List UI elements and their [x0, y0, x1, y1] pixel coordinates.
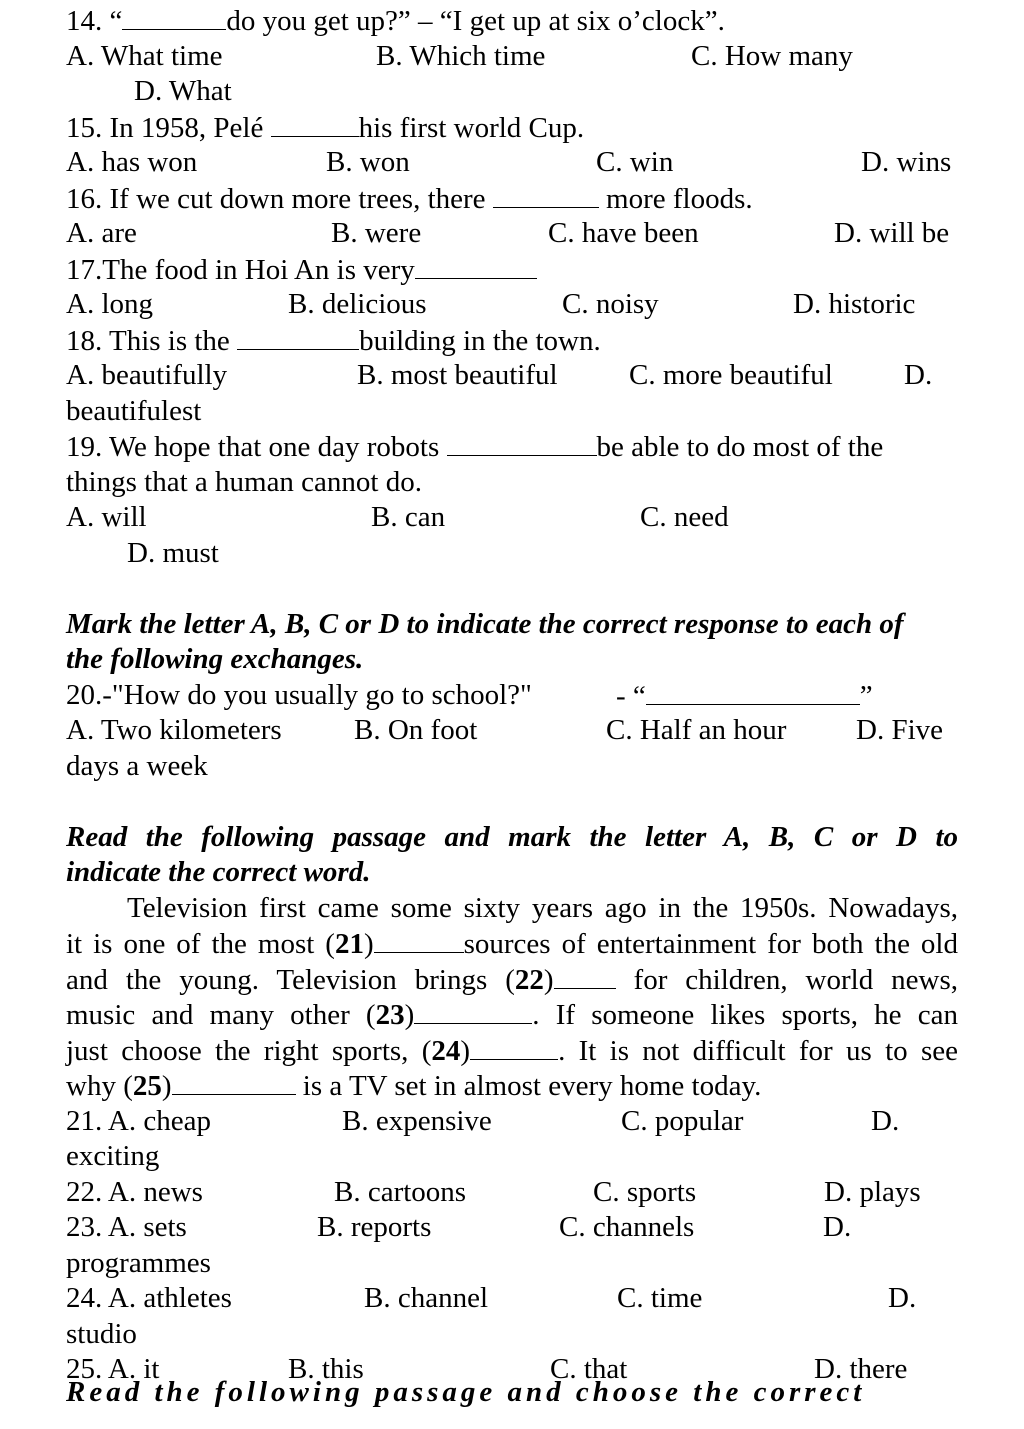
blank-number-22: 22 — [514, 963, 544, 996]
worksheet-page — [66, 3, 958, 1388]
question-24-options — [66, 1281, 958, 1317]
question-18-options-row2 — [66, 394, 958, 430]
passage-blank-21 — [374, 926, 464, 953]
answer-blank — [447, 429, 597, 456]
question-20-stem: 20.-"How do you usually go to school?" - “ ” — [66, 678, 873, 712]
answer-blank — [122, 3, 226, 30]
option-b: B. On foot — [354, 714, 478, 746]
option-a: 21. A. cheap — [66, 1104, 211, 1137]
option-d: D. What — [134, 75, 232, 107]
option-d-text: studio — [66, 1317, 137, 1350]
option-d: D. wins — [861, 146, 952, 178]
section-instruction-passage: Read the following passage and mark the letter A, B, C or D to — [66, 820, 958, 853]
section-instruction-passage-line2: indicate the correct word. — [66, 856, 371, 888]
option-d: D. plays — [824, 1175, 921, 1208]
option-d: D. there — [814, 1353, 908, 1385]
option-b: B. delicious — [288, 288, 427, 320]
passage-blank-24 — [470, 1033, 558, 1060]
option-d: D. must — [127, 536, 219, 569]
option-c: C. have been — [548, 217, 699, 249]
question-19-options-row2 — [66, 536, 958, 572]
option-c: C. channels — [559, 1211, 695, 1243]
passage-line-1: Television first came some sixty years ago in the 1950s. Nowadays, — [127, 891, 958, 924]
option-b: B. this — [288, 1353, 364, 1385]
passage-blank-22 — [554, 962, 616, 989]
question-16-options — [66, 216, 958, 252]
blank-number-23: 23 — [375, 999, 405, 1031]
option-c: C. sports — [593, 1175, 697, 1208]
question-17-options — [66, 287, 958, 323]
blank-number-25: 25 — [132, 1070, 162, 1102]
option-c: C. popular — [621, 1104, 744, 1137]
option-b: B. cartoons — [334, 1175, 467, 1208]
cut-off-next-instruction: Read the following passage and choose the correct — [66, 1376, 866, 1408]
option-a: A. What time — [66, 39, 223, 72]
question-21-options-row2 — [66, 1139, 958, 1175]
passage-line-6: why (25) is a TV set in almost every home today. — [66, 1070, 762, 1102]
question-16-stem: 16. If we cut down more trees, there more floods. — [66, 182, 753, 215]
option-d: D. will be — [834, 217, 950, 249]
question-19-options — [66, 500, 958, 536]
option-d: D. historic — [793, 288, 916, 320]
option-d: D. Five — [856, 714, 943, 746]
option-b: B. won — [326, 146, 410, 178]
option-d-text: programmes — [66, 1246, 211, 1279]
option-d: D. — [904, 359, 933, 391]
option-b: B. channel — [364, 1282, 489, 1314]
option-b: B. can — [371, 501, 446, 533]
option-a: A. long — [66, 288, 153, 320]
section-instruction-response-line2: the following exchanges. — [66, 643, 364, 675]
passage-line-4: music and many other (23) . If someone likes sports, he can — [66, 999, 958, 1031]
option-a: A. will — [66, 501, 147, 533]
question-24-options-row2 — [66, 1317, 958, 1353]
answer-blank — [493, 181, 599, 208]
option-b: B. reports — [317, 1211, 432, 1243]
option-a: 23. A. sets — [66, 1211, 187, 1243]
answer-blank — [271, 110, 359, 137]
answer-blank — [646, 678, 860, 705]
question-19-stem: 19. We hope that one day robots be able to do most of the — [66, 431, 884, 463]
option-a: A. has won — [66, 146, 198, 178]
option-b: B. most beautiful — [357, 359, 558, 391]
option-d: D. — [888, 1282, 917, 1314]
option-c: C. that — [550, 1353, 628, 1385]
option-b: B. Which time — [376, 39, 546, 72]
question-15-stem: 15. In 1958, Pelé his first world Cup. — [66, 111, 585, 144]
question-14-options — [66, 39, 958, 75]
option-b: B. expensive — [342, 1104, 492, 1137]
option-d-text: exciting — [66, 1140, 160, 1172]
question-18-stem: 18. This is the building in the town. — [66, 324, 601, 357]
question-15-options — [66, 145, 958, 181]
option-d-text: days a week — [66, 749, 208, 782]
option-c: C. more beautiful — [629, 359, 833, 391]
option-a: A. Two kilometers — [66, 714, 282, 746]
option-a: 24. A. athletes — [66, 1282, 232, 1314]
option-c: C. time — [617, 1282, 703, 1314]
option-c: C. noisy — [562, 288, 659, 320]
question-14-options-row2 — [66, 74, 958, 110]
option-a: 25. A. it — [66, 1353, 160, 1385]
question-23-options-row2 — [66, 1246, 958, 1282]
blank-number-24: 24 — [431, 1034, 461, 1067]
option-d-text: beautifulest — [66, 394, 202, 427]
option-c: C. need — [640, 501, 729, 533]
option-c: C. How many — [691, 39, 853, 72]
option-a: A. are — [66, 217, 137, 249]
question-20-options — [66, 713, 958, 749]
option-a: A. beautifully — [66, 359, 228, 391]
passage-blank-25 — [172, 1068, 296, 1095]
passage-line-2: it is one of the most (21) sources of entertainment for both the old — [66, 928, 958, 960]
question-21-options — [66, 1104, 958, 1140]
question-23-options — [66, 1210, 958, 1246]
question-17-stem: 17.The food in Hoi An is very — [66, 252, 958, 288]
passage-blank-23 — [414, 997, 532, 1024]
passage-line-5: just choose the right sports, (24) . It is not difficult for us to see — [66, 1034, 958, 1067]
question-14-stem: 14. “ do you get up?” – “I get up at six o’clock”. — [66, 5, 725, 37]
passage-line-3: and the young. Television brings (22) for children, world news, — [66, 963, 959, 996]
option-a: 22. A. news — [66, 1175, 203, 1208]
option-d: D. — [871, 1104, 900, 1137]
question-18-options — [66, 358, 958, 394]
option-d: D. — [823, 1211, 852, 1243]
option-c: C. Half an hour — [606, 714, 787, 746]
blank-number-21: 21 — [334, 928, 364, 960]
question-19-stem-line2: things that a human cannot do. — [66, 465, 422, 498]
question-22-options — [66, 1175, 958, 1211]
option-b: B. were — [331, 217, 422, 249]
answer-blank — [237, 323, 359, 350]
section-instruction-response: Mark the letter A, B, C or D to indicate the correct response to each of — [66, 607, 904, 640]
question-20-options-row2 — [66, 749, 958, 785]
answer-blank — [415, 252, 537, 279]
option-c: C. win — [596, 146, 674, 178]
